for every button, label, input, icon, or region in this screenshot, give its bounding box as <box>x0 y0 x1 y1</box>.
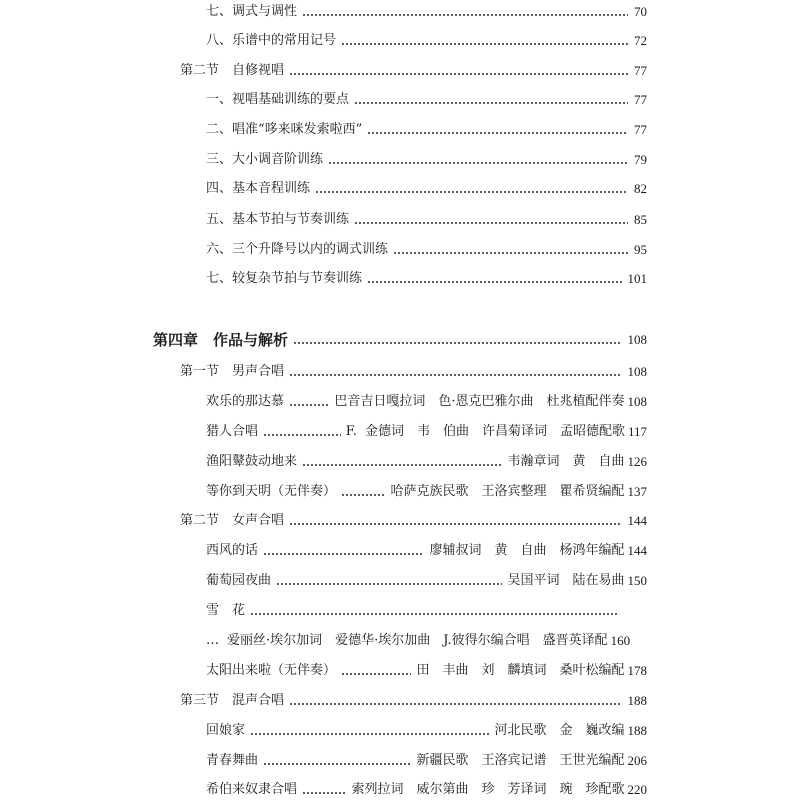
toc-entry-title: 希伯来奴隶合唱 <box>206 782 298 797</box>
toc-entry-title: 西风的话 <box>206 543 259 558</box>
toc-entry-credits: 爱丽丝·埃尔加词 爱德华·埃尔加曲 J.彼得尔编合唱 盛晋英译配 <box>227 633 608 648</box>
toc-entry-credits: 河北民歌 金 巍改编 <box>494 723 625 738</box>
toc-entry-song[interactable] <box>206 446 647 470</box>
toc-page-number: 70 <box>634 4 647 19</box>
dot-leader <box>293 341 621 345</box>
toc-entry-title: 青春舞曲 <box>206 753 259 768</box>
dot-leader <box>341 493 385 497</box>
toc-entry-song[interactable] <box>206 774 647 798</box>
toc-page-number: 220 <box>627 782 647 797</box>
dot-leader <box>289 373 621 377</box>
toc-entry-credits: 新疆民歌 王洛宾记谱 王世光编配 <box>416 753 625 768</box>
dot-leader <box>302 13 628 17</box>
dot-leader <box>354 101 628 105</box>
toc-entry[interactable] <box>206 263 647 287</box>
toc-entry-title: 五、基本节拍与节奏训练 <box>206 212 350 227</box>
toc-section-self-study-sight-singing[interactable] <box>180 55 647 79</box>
toc-page-number: 108 <box>627 332 647 347</box>
toc-entry-title: 欢乐的那达慕 <box>206 394 285 409</box>
toc-entry-title: 四、基本音程训练 <box>206 181 311 196</box>
toc-entry-key-and-tonality[interactable] <box>206 0 647 20</box>
toc-page-number: 144 <box>627 543 647 558</box>
toc-entry-song[interactable] <box>206 655 647 679</box>
toc-entry-continuation <box>206 625 647 649</box>
dot-leader <box>367 280 621 284</box>
toc-entry-credits: 巴音吉日嘎拉词 色·恩克巴雅尔曲 杜兆植配伴奏 <box>334 394 625 409</box>
toc-entry-title: 葡萄园夜曲 <box>206 573 272 588</box>
toc-page-number: 126 <box>627 454 647 469</box>
toc-entry-song[interactable] <box>206 476 647 500</box>
dot-leader <box>315 190 628 194</box>
toc-page-number: 137 <box>627 484 647 499</box>
toc-page-number: 108 <box>627 364 647 379</box>
toc-page-number: 77 <box>634 122 647 137</box>
toc-entry-credits: 哈萨克族民歌 王洛宾整理 瞿希贤编配 <box>390 484 625 499</box>
toc-entry-song[interactable] <box>206 565 647 589</box>
toc-entry-title: 二、唱准“哆来咪发索啦西” <box>206 122 363 137</box>
toc-entry-song[interactable] <box>206 386 647 410</box>
toc-entry[interactable] <box>206 173 647 197</box>
toc-page-number: 101 <box>627 271 647 286</box>
dot-leader <box>354 221 628 225</box>
toc-entry-title: 七、调式与调性 <box>206 4 298 19</box>
dot-leader <box>263 552 424 556</box>
toc-chapter-title: 第四章 作品与解析 <box>153 331 289 349</box>
toc-section-title: 第二节 女声合唱 <box>180 513 285 528</box>
toc-entry-title: 一、视唱基础训练的要点 <box>206 92 350 107</box>
toc-entry-credits: 田 丰曲 刘 麟填词 桑叶松编配 <box>416 663 625 678</box>
toc-page-number: 178 <box>627 663 647 678</box>
dot-leader <box>250 612 617 616</box>
toc-page-number: 144 <box>627 513 647 528</box>
toc-page-number: 82 <box>634 181 647 196</box>
toc-entry-title: 太阳出来啦（无伴奏） <box>206 663 337 678</box>
dot-leader <box>367 131 628 135</box>
dot-leader <box>341 42 628 46</box>
toc-entry-song[interactable] <box>206 535 647 559</box>
toc-page-number: 188 <box>627 723 647 738</box>
toc-entry-credits: 索列拉词 威尔第曲 珍 芳译词 琬 珍配歌 <box>351 782 625 797</box>
dot-leader <box>328 161 628 165</box>
toc-entry-song[interactable] <box>206 745 647 769</box>
toc-entry-title: 七、较复杂节拍与节奏训练 <box>206 271 363 286</box>
dot-leader <box>263 433 341 437</box>
toc-page-number: 117 <box>627 424 647 439</box>
toc-section-title: 第三节 混声合唱 <box>180 693 285 708</box>
dot-leader <box>289 72 628 76</box>
toc-page-number: 77 <box>634 63 647 78</box>
toc-entry-title: 三、大小调音阶训练 <box>206 152 324 167</box>
toc-entry-song-snowflake[interactable] <box>206 595 620 619</box>
toc-entry-credits: 吴国平词 陆在易曲 <box>507 573 625 588</box>
dot-leader <box>263 762 411 766</box>
toc-entry-song[interactable] <box>206 416 647 440</box>
toc-entry-credits: 廖辅叔词 黄 自曲 杨鸿年编配 <box>429 543 625 558</box>
toc-chapter-works-and-analysis[interactable] <box>153 324 647 348</box>
toc-page-number: 188 <box>627 693 647 708</box>
toc-entry-title: 雪 花 <box>206 603 246 618</box>
toc-section-title: 第一节 男声合唱 <box>180 364 285 379</box>
dot-leader <box>250 732 489 736</box>
dot-leader <box>289 702 621 706</box>
toc-page-number: 150 <box>627 573 647 588</box>
toc-entry-title: 猎人合唱 <box>206 424 259 439</box>
toc-entry[interactable] <box>206 114 647 138</box>
toc-entry-title: 六、三个升降号以内的调式训练 <box>206 242 389 257</box>
toc-entry[interactable] <box>206 234 647 258</box>
toc-page-number: 95 <box>634 242 647 257</box>
dot-leader <box>393 251 628 255</box>
toc-entry-credits: F. 金德词 韦 伯曲 许昌菊译词 孟昭德配歌 <box>345 424 625 439</box>
toc-entry[interactable] <box>206 144 647 168</box>
toc-entry-title: 渔阳鼙鼓动地来 <box>206 454 298 469</box>
toc-page-number: 206 <box>627 753 647 768</box>
toc-entry-title: 等你到天明（无伴奏） <box>206 484 337 499</box>
toc-entry-title: 八、乐谱中的常用记号 <box>206 33 337 48</box>
toc-page-number: 72 <box>634 33 647 48</box>
toc-section-mixed-chorus[interactable] <box>180 685 647 709</box>
toc-page-number: 85 <box>634 212 647 227</box>
dot-leader <box>341 672 411 676</box>
toc-entry[interactable] <box>206 84 647 108</box>
toc-page-number: 79 <box>634 152 647 167</box>
toc-page-number: 160 <box>610 633 631 648</box>
continuation-ellipsis: … <box>206 633 219 648</box>
dot-leader <box>276 582 502 586</box>
toc-entry-notation-symbols[interactable] <box>206 25 647 49</box>
toc-section-female-chorus[interactable] <box>180 505 647 529</box>
dot-leader <box>302 791 346 795</box>
toc-section-title: 第二节 自修视唱 <box>180 63 285 78</box>
toc-entry[interactable] <box>206 204 647 228</box>
toc-section-male-chorus[interactable] <box>180 356 647 380</box>
dot-leader <box>289 403 329 407</box>
toc-page-number: 77 <box>634 92 647 107</box>
toc-page-number: 108 <box>627 394 647 409</box>
toc-entry-credits: 韦瀚章词 黄 自曲 <box>507 454 625 469</box>
dot-leader <box>302 463 502 467</box>
dot-leader <box>289 522 621 526</box>
toc-entry-song[interactable] <box>206 715 647 739</box>
toc-entry-title: 回娘家 <box>206 723 246 738</box>
